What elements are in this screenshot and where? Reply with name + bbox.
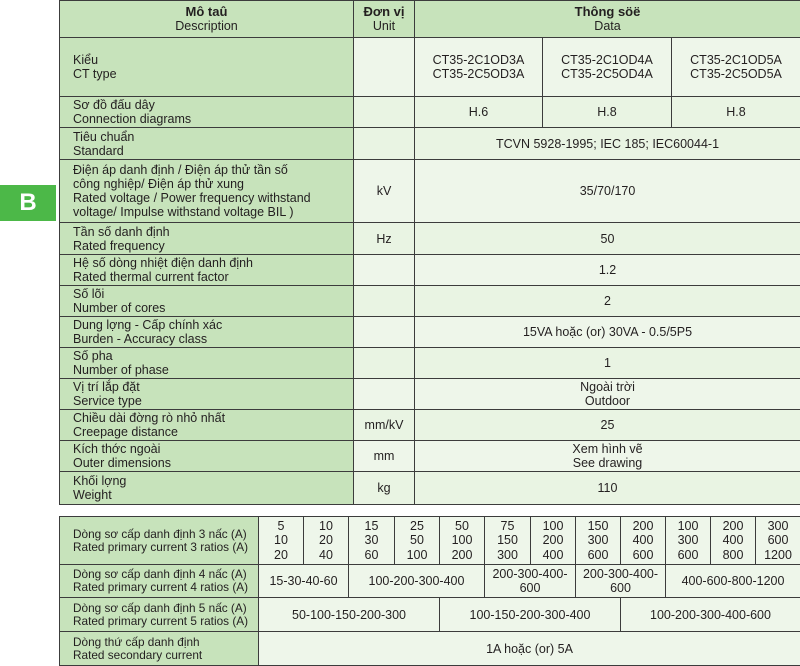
ratio-3-value: 150 [497, 533, 518, 548]
spec-row-label-line: Vị trí lắp đặt [73, 380, 140, 394]
ratio-3-value: 300 [587, 533, 609, 548]
ratio-3-value: 100 [451, 533, 473, 548]
section-badge: B [0, 185, 56, 221]
spec-row-label-line: Service type [73, 394, 142, 408]
ct-type-cell [415, 38, 543, 97]
spec-row-unit [354, 255, 415, 286]
ratio-3-value: 400 [632, 533, 654, 548]
spec-row-label [60, 255, 354, 286]
connection-value: H.6 [415, 97, 543, 128]
spec-row-label-line: Khối lợng [73, 474, 127, 488]
spec-row [60, 160, 800, 223]
ratio-4-cell: 200-300-400-600 [576, 565, 666, 598]
connection-label [60, 97, 354, 128]
spec-row-label [60, 379, 354, 410]
secondary-label-en: Rated secondary current [73, 647, 203, 662]
ratio-3-value: 50 [455, 518, 469, 533]
spec-row-label-line: Kích thớc ngoài [73, 442, 161, 456]
spec-row-label-line: Số pha [73, 349, 113, 363]
ratio-3-cell [621, 517, 666, 565]
ratio-3-value: 600 [677, 547, 699, 562]
connection-label-vi: Sơ đồ đấu dây [73, 98, 155, 112]
spec-row-value-line: Ngoài trời [580, 380, 635, 394]
spec-row-unit [354, 128, 415, 160]
spec-row-value-line: 35/70/170 [579, 184, 636, 198]
ratio-3-value: 1200 [764, 547, 792, 562]
spec-row [60, 255, 800, 286]
spec-row [60, 379, 800, 410]
ratio-5-label [60, 598, 259, 632]
spec-row-unit: mm/kV [354, 410, 415, 441]
spec-row [60, 128, 800, 160]
spec-row-label [60, 410, 354, 441]
ratio-3-cell [349, 517, 395, 565]
spec-row-value [415, 348, 800, 379]
connection-value: H.8 [543, 97, 672, 128]
ct-type-label-vi: Kiểu [73, 53, 99, 67]
spec-row-label [60, 317, 354, 348]
spec-row-unit: mm [354, 441, 415, 472]
ratio-4-row [60, 565, 800, 598]
spec-row-value [415, 128, 800, 160]
spec-row [60, 472, 800, 505]
spec-row-value-line: 15VA hoặc (or) 30VA - 0.5/5P5 [522, 325, 693, 339]
spec-row-value-line: 25 [600, 418, 615, 432]
ratio-3-value: 75 [500, 518, 515, 533]
ratio-3-cell [395, 517, 440, 565]
ratio-3-value: 100 [677, 518, 699, 533]
spec-row-unit: Hz [354, 223, 415, 255]
ratio-5-label-vi: Dòng sơ cấp danh định 5 nấc (A) [73, 600, 247, 615]
ratio-5-label-en: Rated primary current 5 ratios (A) [73, 613, 249, 628]
spec-row-label-line: Creepage distance [73, 425, 178, 439]
spec-row-label [60, 223, 354, 255]
ratio-3-cell [576, 517, 621, 565]
connection-row [60, 97, 800, 128]
spec-row-unit: kV [354, 160, 415, 223]
ratio-3-value: 30 [364, 533, 379, 548]
header-description-en: Description [175, 19, 238, 33]
connection-unit [354, 97, 415, 128]
spec-row-label-line: Hệ số dòng nhiệt điện danh định [73, 256, 254, 270]
ratio-3-value: 800 [722, 547, 744, 562]
ratio-5-row [60, 598, 800, 632]
ratio-3-value: 600 [767, 533, 789, 548]
spec-row-value [415, 379, 800, 410]
ct-type-value: CT35-2C5OD3A [432, 67, 525, 81]
spec-row-value-line: 50 [600, 231, 615, 246]
spec-row-value [415, 160, 800, 223]
spec-row-unit [354, 317, 415, 348]
spec-row-label-line: Điện áp danh định / Điện áp thử tần số [73, 163, 288, 177]
header-data-en: Data [594, 19, 621, 33]
ratio-3-cell [440, 517, 485, 565]
ratio-3-value: 400 [722, 533, 744, 548]
ratio-4-cell: 400-600-800-1200 [666, 565, 800, 598]
spec-row-value [415, 223, 800, 255]
ratio-3-label-vi: Dòng sơ cấp danh định 3 nấc (A) [73, 526, 247, 541]
spec-row-value-line: 2 [604, 294, 611, 308]
ratio-3-value: 50 [410, 533, 424, 548]
ratio-4-cell: 15-30-40-60 [259, 565, 349, 598]
ratio-3-value: 400 [542, 547, 564, 562]
connection-label-en: Connection diagrams [73, 112, 192, 126]
spec-row-value [415, 410, 800, 441]
spec-row-label-line: Số lõi [73, 287, 105, 301]
spec-row-label [60, 160, 354, 223]
spec-row-label-line: Outer dimensions [73, 456, 171, 470]
ratio-4-label [60, 565, 259, 598]
ratio-4-label-vi: Dòng sơ cấp danh định 4 nấc (A) [73, 567, 247, 581]
spec-row [60, 223, 800, 255]
ratio-3-row [60, 517, 800, 565]
spec-row [60, 286, 800, 317]
ratio-3-cell [756, 517, 800, 565]
spec-row-value-line: Xem hình vẽ [572, 442, 643, 456]
ratio-3-cell [259, 517, 304, 565]
spec-row-unit: kg [354, 472, 415, 505]
spec-row-label-line: Dung lợng - Cấp chính xác [73, 318, 223, 332]
spec-row-label [60, 472, 354, 505]
ratio-3-value: 20 [274, 547, 288, 562]
header-unit-vi: Đơn vị [363, 4, 405, 19]
ratio-3-value: 200 [451, 547, 473, 562]
ratio-table [59, 516, 800, 666]
ratio-3-value: 150 [587, 518, 609, 533]
spec-row-value [415, 317, 800, 348]
header-unit [354, 1, 415, 38]
ratio-3-cell [485, 517, 531, 565]
header-data-vi: Thông söë [574, 4, 641, 19]
spec-row-label [60, 128, 354, 160]
spec-row-label-line: Rated thermal current factor [73, 270, 229, 284]
ratio-3-value: 25 [410, 518, 424, 533]
ct-type-value: CT35-2C5OD5A [690, 67, 782, 81]
spec-row-label-line: công nghiệp/ Điện áp thử xung [73, 177, 244, 191]
ratio-3-value: 20 [319, 533, 333, 548]
spec-row-value-line: 110 [597, 481, 618, 495]
spec-row-unit [354, 379, 415, 410]
ct-type-unit [354, 38, 415, 97]
spec-row-value-line: 1.2 [598, 263, 617, 277]
spec-row-label [60, 441, 354, 472]
spec-table [59, 0, 800, 505]
spec-row-value [415, 255, 800, 286]
ratio-3-value: 15 [364, 518, 379, 533]
ratio-3-value: 200 [722, 518, 744, 533]
ratio-5-cell: 50-100-150-200-300 [259, 598, 440, 632]
secondary-label [60, 632, 259, 666]
spec-body [60, 128, 800, 505]
spec-row-label-line: Weight [73, 488, 112, 502]
header-unit-en: Unit [372, 19, 396, 33]
spec-row-value-line: Outdoor [584, 394, 631, 408]
ct-type-value: CT35-2C1OD5A [690, 53, 782, 67]
ratio-3-value: 10 [274, 533, 288, 548]
spec-row-label-line: Tiêu chuẩn [73, 129, 135, 144]
spec-row-value [415, 472, 800, 505]
spec-row-label-line: Number of phase [73, 363, 169, 377]
ratio-3-value: 40 [319, 547, 333, 562]
spec-row [60, 441, 800, 472]
ratio-3-value: 100 [542, 518, 564, 533]
secondary-value: 1A hoặc (or) 5A [259, 632, 800, 666]
spec-row-label-line: Tần số danh định [73, 224, 170, 239]
spec-row-label-line: Burden - Accuracy class [73, 332, 208, 346]
spec-row-label-line: Rated voltage / Power frequency withstand [73, 191, 311, 205]
spec-row-label-line: Chiều dài đờng rò nhỏ nhất [73, 411, 226, 425]
secondary-row [60, 632, 800, 666]
header-description-vi: Mô taû [185, 4, 228, 19]
ct-type-value: CT35-2C5OD4A [561, 67, 653, 81]
spec-row-label-line: Standard [73, 143, 124, 158]
spec-row-label [60, 348, 354, 379]
ratio-3-value: 600 [587, 547, 609, 562]
secondary-label-vi: Dòng thứ cấp danh định [73, 634, 200, 649]
spec-row-label-line: Rated frequency [73, 238, 165, 253]
spec-header-row [60, 1, 800, 38]
ratio-5-cell: 100-150-200-300-400 [440, 598, 621, 632]
ratio-3-value: 300 [767, 518, 789, 533]
ratio-3-cell [666, 517, 711, 565]
ratio-3-cell [711, 517, 756, 565]
ct-type-cell [672, 38, 800, 97]
ratio-3-value: 300 [497, 547, 518, 562]
spec-row [60, 317, 800, 348]
ratio-body [60, 517, 800, 666]
ct-type-label [60, 38, 354, 97]
ratio-3-cell [531, 517, 576, 565]
ct-type-label-en: CT type [73, 67, 117, 81]
ct-type-row [60, 38, 800, 97]
ratio-3-value: 60 [364, 547, 379, 562]
spec-row-label [60, 286, 354, 317]
spec-row-value-line: 1 [604, 356, 611, 370]
spec-row [60, 410, 800, 441]
ratio-3-value: 200 [542, 533, 564, 548]
ratio-3-value: 100 [406, 547, 428, 562]
header-data [415, 1, 800, 38]
ct-type-cell [543, 38, 672, 97]
spec-row-label-line: voltage/ Impulse withstand voltage BIL ) [73, 205, 294, 219]
ratio-4-label-en: Rated primary current 4 ratios (A) [73, 580, 249, 594]
ratio-3-value: 300 [677, 533, 699, 548]
spec-row-label-line: Number of cores [73, 301, 166, 315]
spec-row-value-line: See drawing [572, 456, 643, 470]
spec-row-value [415, 441, 800, 472]
spec-row-unit [354, 348, 415, 379]
ratio-3-value: 10 [319, 518, 333, 533]
ratio-4-cell: 100-200-300-400 [349, 565, 485, 598]
ratio-3-label [60, 517, 259, 565]
spec-row-value [415, 286, 800, 317]
spec-row-unit [354, 286, 415, 317]
spec-row [60, 348, 800, 379]
ratio-4-cell: 200-300-400-600 [485, 565, 576, 598]
ratio-3-value: 5 [277, 518, 285, 533]
ratio-3-cell [304, 517, 349, 565]
connection-value: H.8 [672, 97, 800, 128]
ratio-3-value: 200 [632, 518, 654, 533]
spec-row-value-line: TCVN 5928-1995; IEC 185; IEC60044-1 [495, 136, 720, 151]
ratio-3-value: 600 [632, 547, 654, 562]
ratio-3-label-en: Rated primary current 3 ratios (A) [73, 539, 249, 554]
ratio-5-cell: 100-200-300-400-600 [621, 598, 800, 632]
header-description [60, 1, 354, 38]
ct-type-value: CT35-2C1OD4A [561, 53, 653, 67]
ct-type-value: CT35-2C1OD3A [432, 53, 525, 67]
